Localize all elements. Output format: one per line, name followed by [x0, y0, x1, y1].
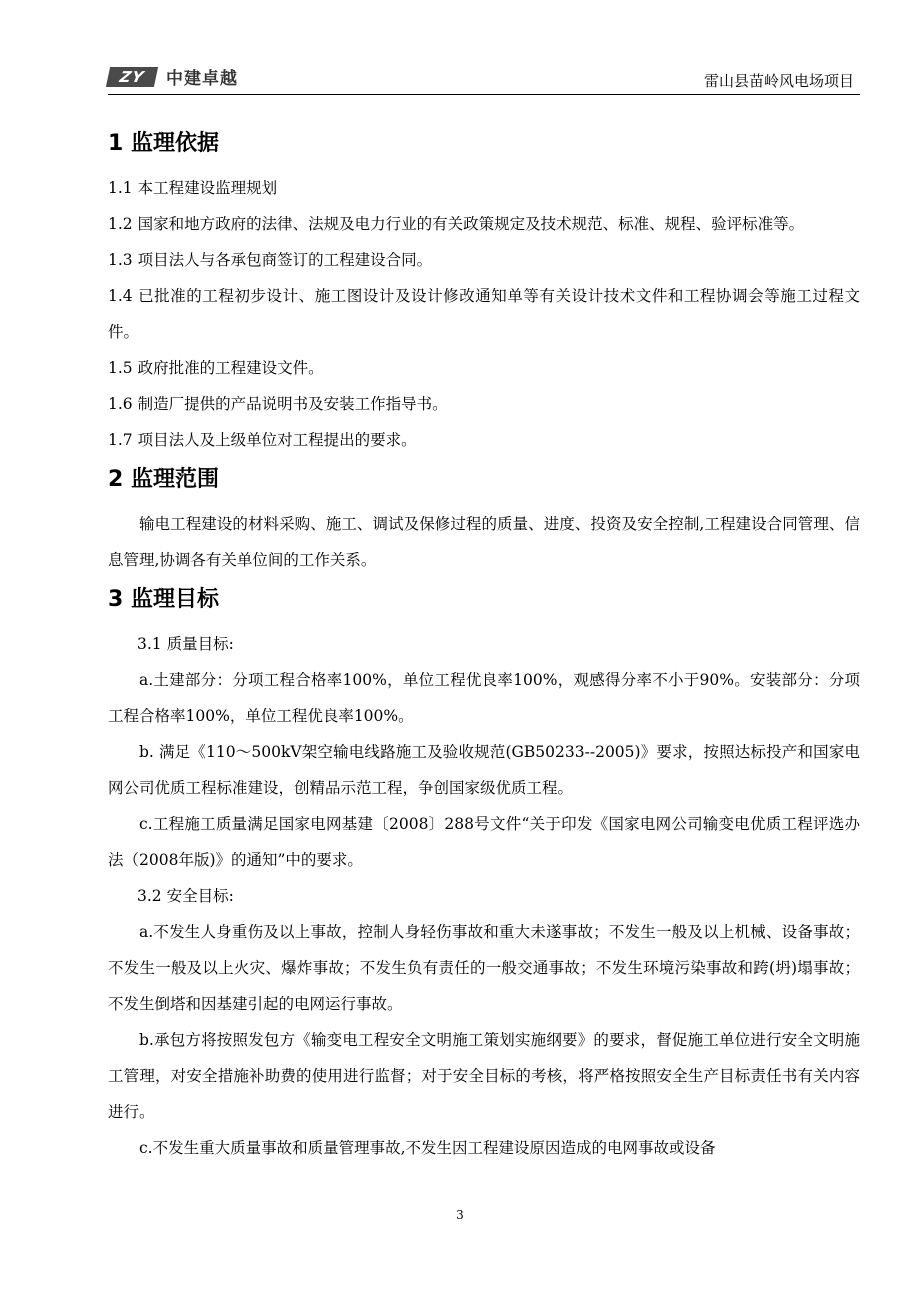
basis-item-1: 1.1 本工程建设监理规划	[108, 179, 278, 197]
document-body	[108, 122, 860, 1166]
section-3-title: 3 监理目标	[108, 587, 219, 612]
quality-goal-a: a.土建部分：分项工程合格率100%，单位工程优良率100%，观感得分率不小于90%。安装部分：分项工程合格率100%，单位工程优良率100%。	[108, 671, 860, 725]
basis-item-5: 1.5 政府批准的工程建设文件。	[108, 359, 324, 377]
basis-item-2: 1.2 国家和地方政府的法律、法规及电力行业的有关政策规定及技术规范、标准、规程、验评标准等。	[108, 215, 805, 233]
safety-goal-b: b.承包方将按照发包方《输变电工程安全文明施工策划实施纲要》的要求，督促施工单位进行安全文明施工管理，对安全措施补助费的使用进行监督；对于安全目标的考核，将严格按照安全生产目标责任书有关内容进行。	[108, 1031, 860, 1121]
scope-text: 输电工程建设的材料采购、施工、调试及保修过程的质量、进度、投资及安全控制,工程建设合同管理、信息管理,协调各有关单位间的工作关系。	[108, 515, 860, 569]
safety-goal-c: c.不发生重大质量事故和质量管理事故,不发生因工程建设原因造成的电网事故或设备	[139, 1139, 716, 1157]
logo-mark: ZY	[106, 67, 158, 87]
project-name: 雷山县苗岭风电场项目	[703, 72, 854, 90]
quality-goal-title: 3.1 质量目标:	[137, 635, 234, 653]
basis-item-4: 1.4 已批准的工程初步设计、施工图设计及设计修改通知单等有关设计技术文件和工程协调会等施工过程文件。	[108, 287, 860, 341]
quality-goal-c: c.工程施工质量满足国家电网基建〔2008〕288号文件“关于印发《国家电网公司输变电优质工程评选办法（2008年版)》的通知”中的要求。	[108, 815, 860, 869]
page-header	[108, 62, 860, 95]
company-logo	[108, 64, 238, 89]
safety-goal-a: a.不发生人身重伤及以上事故，控制人身轻伤事故和重大未遂事故；不发生一般及以上机械、设备事故；不发生一般及以上火灾、爆炸事故；不发生负有责任的一般交通事故；不发生环境污染事故和跨(坍)塌事故；不发生倒塔和因基建引起的电网运行事故。	[108, 923, 860, 1013]
page-number: 3	[456, 1208, 464, 1222]
section-1-title: 1 监理依据	[108, 131, 219, 156]
quality-goal-b: b. 满足《110～500kV架空输电线路施工及验收规范(GB50233--2005)》要求，按照达标投产和国家电网公司优质工程标准建设，创精品示范工程，争创国家级优质工程。	[108, 743, 860, 797]
safety-goal-title: 3.2 安全目标:	[137, 887, 234, 905]
section-2-title: 2 监理范围	[108, 467, 219, 492]
basis-item-7: 1.7 项目法人及上级单位对工程提出的要求。	[108, 431, 417, 449]
basis-item-3: 1.3 项目法人与各承包商签订的工程建设合同。	[108, 251, 433, 269]
basis-item-6: 1.6 制造厂提供的产品说明书及安装工作指导书。	[108, 395, 448, 413]
logo-text: 中建卓越	[166, 69, 238, 89]
